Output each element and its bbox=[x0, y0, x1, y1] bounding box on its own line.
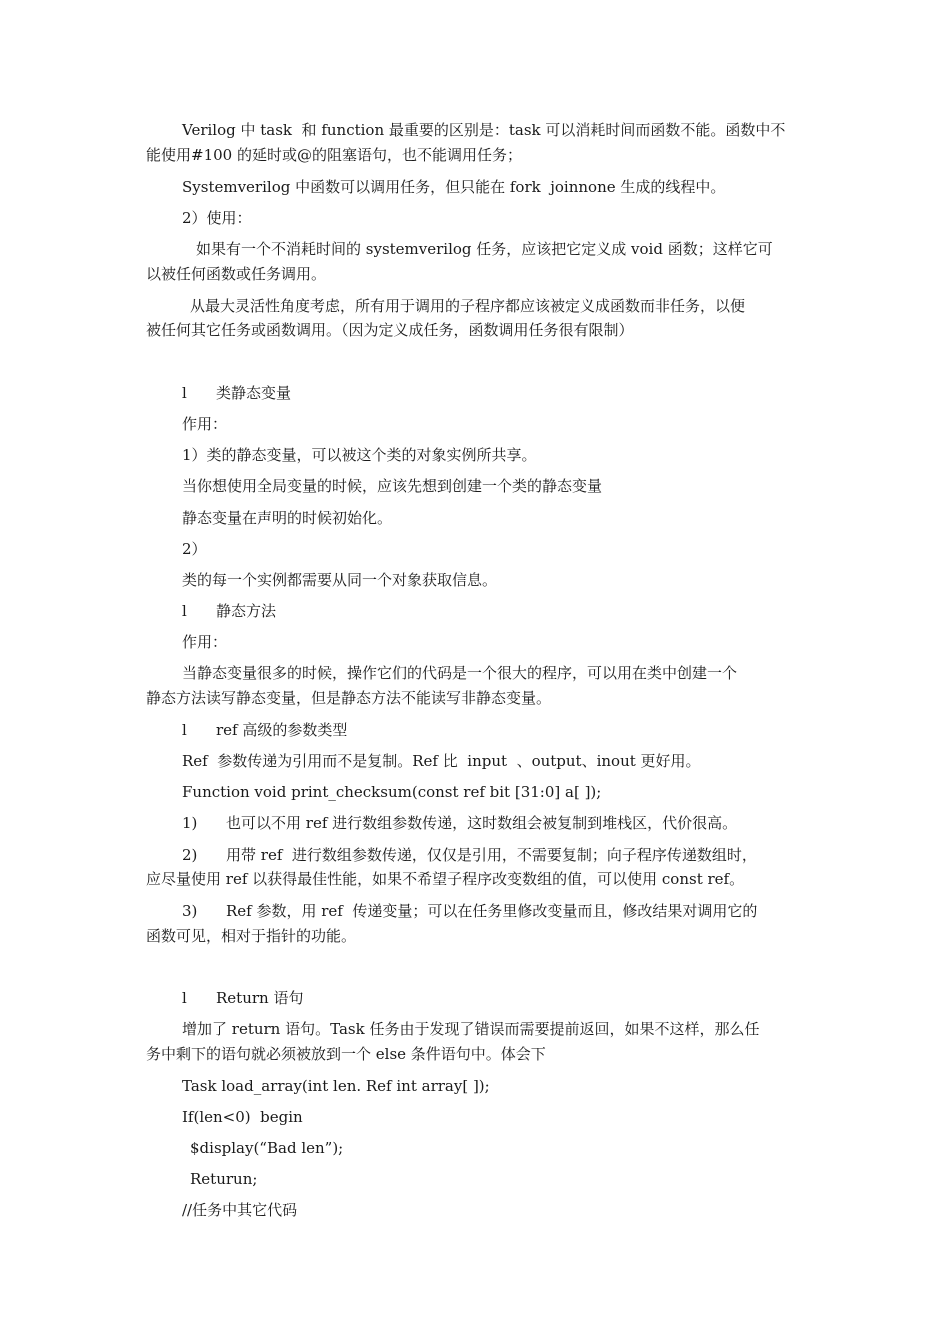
code-line: $display(“Bad len”); bbox=[190, 1139, 344, 1157]
paragraph-line: 务中剩下的语句就必须被放到一个 else 条件语句中。体会下 bbox=[146, 1045, 546, 1063]
paragraph-line: 当静态变量很多的时候，操作它们的代码是一个很大的程序，可以用在类中创建一个 bbox=[182, 664, 738, 682]
paragraph-line: 以被任何函数或任务调用。 bbox=[146, 265, 327, 283]
paragraph-line: 静态方法读写静态变量，但是静态方法不能读写非静态变量。 bbox=[146, 689, 552, 707]
code-line: Task load_array(int len. Ref int array[ ]); bbox=[182, 1077, 490, 1095]
list-item-continuation: 函数可见，相对于指针的功能。 bbox=[146, 927, 357, 945]
paragraph-line: 被任何其它任务或函数调用。（因为定义成任务，函数调用任务很有限制） bbox=[146, 321, 634, 339]
section-heading: ref 高级的参数类型 bbox=[216, 721, 348, 739]
section-heading: 静态方法 bbox=[216, 602, 277, 620]
paragraph-line: 作用： bbox=[182, 633, 228, 651]
list-item-continuation: 应尽量使用 ref 以获得最佳性能，如果不希望子程序改变数组的值，可以使用 const ref。 bbox=[146, 870, 745, 888]
code-line: Function void print_checksum(const ref bit [31:0] a[ ]); bbox=[182, 783, 602, 801]
list-number: 2) bbox=[182, 846, 198, 864]
paragraph-line: 静态变量在声明的时候初始化。 bbox=[182, 509, 393, 527]
paragraph-line: 增加了 return 语句。Task 任务由于发现了错误而需要提前返回，如果不这样，那么任 bbox=[182, 1020, 760, 1038]
bullet-marker: l bbox=[182, 384, 187, 402]
paragraph-line: Systemverilog 中函数可以调用任务，但只能在 fork joinnone 生成的线程中。 bbox=[182, 178, 726, 196]
section-heading: Return 语句 bbox=[216, 989, 304, 1007]
paragraph-line: 从最大灵活性角度考虑，所有用于调用的子程序都应该被定义成函数而非任务，以便 bbox=[190, 297, 746, 315]
list-item: Ref 参数，用 ref 传递变量；可以在任务里修改变量而且，修改结果对调用它的 bbox=[226, 902, 758, 920]
paragraph-line: 如果有一个不消耗时间的 systemverilog 任务，应该把它定义成 void 函数；这样它可 bbox=[196, 240, 773, 258]
code-line: //任务中其它代码 bbox=[182, 1201, 298, 1219]
list-number: 1) bbox=[182, 814, 198, 832]
paragraph-line: 作用： bbox=[182, 415, 228, 433]
paragraph-line: Ref 参数传递为引用而不是复制。Ref 比 input 、output、inout 更好用。 bbox=[182, 752, 701, 770]
list-item: 用带 ref 进行数组参数传递，仅仅是引用，不需要复制；向子程序传递数组时， bbox=[226, 846, 757, 864]
paragraph-line: 1）类的静态变量，可以被这个类的对象实例所共享。 bbox=[182, 446, 537, 464]
bullet-marker: l bbox=[182, 602, 187, 620]
paragraph-line: 2） bbox=[182, 540, 207, 558]
paragraph-line: 2）使用： bbox=[182, 209, 252, 227]
paragraph-line: 能使用#100 的延时或@的阻塞语句，也不能调用任务； bbox=[146, 146, 522, 164]
paragraph-line: Verilog 中 task 和 function 最重要的区别是：task 可以消耗时间而函数不能。函数中不 bbox=[182, 121, 786, 139]
code-line: Returun; bbox=[190, 1170, 258, 1188]
list-number: 3) bbox=[182, 902, 198, 920]
paragraph-line: 类的每一个实例都需要从同一个对象获取信息。 bbox=[182, 571, 498, 589]
list-item: 也可以不用 ref 进行数组参数传递，这时数组会被复制到堆栈区，代价很高。 bbox=[226, 814, 738, 832]
bullet-marker: l bbox=[182, 989, 187, 1007]
section-heading: 类静态变量 bbox=[216, 384, 292, 402]
code-line: If(len<0) begin bbox=[182, 1108, 303, 1126]
paragraph-line: 当你想使用全局变量的时候，应该先想到创建一个类的静态变量 bbox=[182, 477, 603, 495]
bullet-marker: l bbox=[182, 721, 187, 739]
